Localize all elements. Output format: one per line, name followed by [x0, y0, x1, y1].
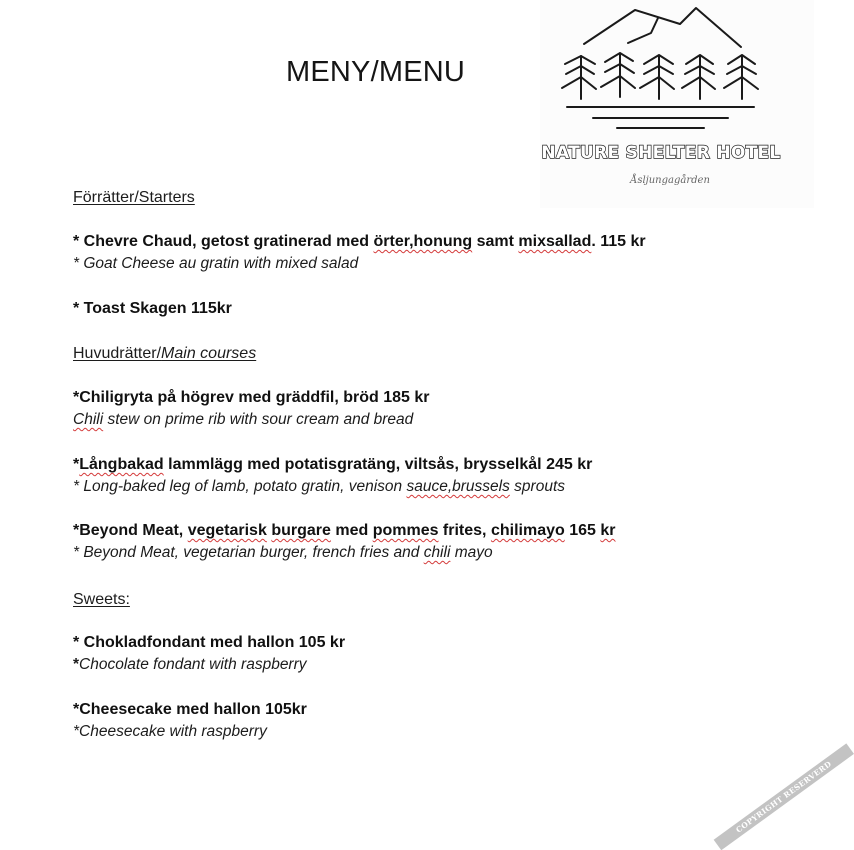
tree-icon [724, 55, 758, 99]
text: * Beyond Meat, vegetarian burger, french fries and [73, 544, 424, 561]
item-name-sv: * Chokladfondant med hallon 105 kr [73, 634, 346, 651]
menu-item-chevre-chaud [73, 233, 646, 273]
tree-icon [562, 56, 596, 99]
text: sprouts [509, 478, 566, 495]
spellcheck-word: chilimayo [490, 522, 565, 539]
tree-icon [682, 55, 715, 99]
mountains-trees-icon [540, 0, 814, 140]
menu-item-cheesecake [73, 701, 307, 741]
item-name-sv: * Toast Skagen 115kr [73, 300, 232, 317]
text: med [330, 522, 373, 539]
hotel-subtitle: Åsljungagården [630, 175, 710, 186]
item-name-sv [73, 233, 646, 251]
spellcheck-word: sauce,brussels [406, 478, 510, 495]
text: lammlägg med potatisgratäng, viltsås, brysselkål 245 kr [163, 456, 593, 473]
copyright-watermark: COPYRIGHT RESERVERD [714, 743, 854, 850]
text: stew on prime rib with sour cream and bread [103, 411, 414, 428]
text: . 115 kr [591, 233, 646, 250]
text: * [73, 656, 80, 673]
item-name-sv: *Cheesecake med hallon 105kr [73, 701, 307, 718]
text: frites, [438, 522, 491, 539]
text: 165 [564, 522, 601, 539]
spellcheck-word: vegetarisk [187, 522, 267, 539]
menu-item-langbakad-lammlagg [73, 456, 592, 496]
page-title: MENY/MENU [286, 56, 466, 88]
text: * Chevre Chaud, getost gratinerad med [73, 233, 374, 250]
spellcheck-word: Chili [73, 411, 104, 428]
item-name-en [73, 656, 345, 674]
text: Chocolate fondant with raspberry [79, 656, 307, 673]
menu-item-chiligryta [73, 389, 430, 429]
text: samt [472, 233, 519, 250]
heading-en: Main courses [161, 345, 257, 362]
item-name-sv [73, 456, 592, 474]
section-heading-sweets: Sweets: [73, 591, 130, 608]
item-name-sv: *Chiligryta på högrev med gräddfil, bröd 185 kr [73, 389, 430, 406]
text: * [73, 456, 80, 473]
spellcheck-word: örter,honung [373, 233, 473, 250]
section-heading-mains [73, 345, 256, 363]
text: mayo [450, 544, 493, 561]
spellcheck-word: burgare [271, 522, 331, 539]
heading-sv: Huvudrätter/ [73, 345, 162, 362]
spellcheck-word: chili [423, 544, 451, 561]
item-name-sv [73, 522, 615, 540]
spellcheck-word: Långbakad [79, 456, 164, 473]
item-name-en [73, 544, 615, 562]
spellcheck-word: mixsallad [518, 233, 592, 250]
item-name-en [73, 411, 430, 429]
item-name-en: * Goat Cheese au gratin with mixed salad [73, 255, 359, 272]
spellcheck-word: kr [600, 522, 616, 539]
tree-icon [601, 53, 635, 97]
menu-item-beyond-meat [73, 522, 615, 562]
menu-item-toast-skagen [73, 300, 232, 318]
text: *Beyond Meat, [73, 522, 188, 539]
text: * Long-baked leg of lamb, potato gratin, venison [73, 478, 407, 495]
tree-icon [640, 55, 674, 99]
hotel-logo [540, 0, 814, 208]
item-name-en [73, 478, 592, 496]
section-heading-starters: Förrätter/Starters [73, 189, 195, 206]
hotel-name: NATURE SHELTER HOTEL [541, 143, 781, 163]
item-name-en: *Cheesecake with raspberry [73, 723, 267, 740]
spellcheck-word: pommes [372, 522, 439, 539]
menu-item-chokladfondant [73, 634, 345, 674]
